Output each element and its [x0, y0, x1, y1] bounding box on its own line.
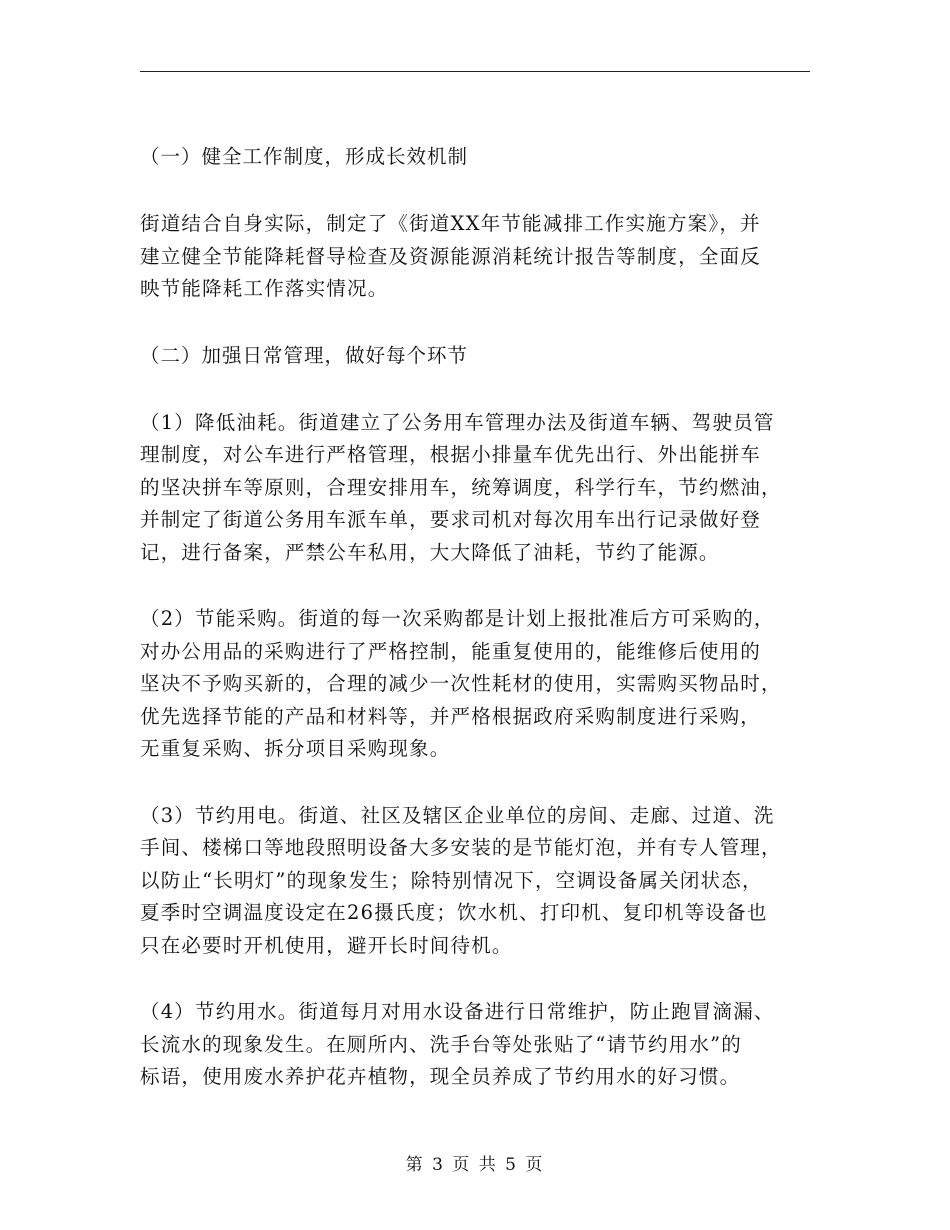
text-line: 长流水的现象发生。在厕所内、洗手台等处张贴了“请节约用水”的: [140, 1032, 742, 1056]
text-line: 记，进行备案，严禁公车私用，大大降低了油耗，节约了能源。: [140, 540, 720, 564]
text-line: 优先选择节能的产品和材料等，并严格根据政府采购制度进行采购，: [140, 704, 762, 728]
text-line: 以防止“长明灯”的现象发生；除特别情况下，空调设备属关闭状态，: [140, 868, 763, 892]
text-line: 的坚决拼车等原则，合理安排用车，统筹调度，科学行车，节约燃油，: [140, 475, 782, 499]
text-line: 并制定了街道公务用车派车单，要求司机对每次用车出行记录做好登: [140, 508, 762, 531]
paragraph-water: [140, 996, 810, 1094]
page-number-footer: 第 3 页 共 5 页: [405, 1155, 545, 1175]
document-body: [140, 141, 810, 1128]
text-line: （3）节约用电。街道、社区及辖区企业单位的房间、走廊、过道、洗: [140, 803, 775, 827]
text-line: 无重复采购、拆分项目采购现象。: [140, 737, 451, 760]
section-heading-2: （二）加强日常管理，做好每个环节: [140, 343, 469, 367]
paragraph-procurement: [140, 603, 810, 766]
header-rule: [140, 71, 810, 72]
paragraph-institution: [140, 208, 810, 306]
text-line: 只在必要时开机使用，避开长时间待机。: [140, 933, 513, 957]
text-line: （1）降低油耗。街道建立了公务用车管理办法及街道车辆、驾驶员管: [140, 410, 775, 434]
text-line: 手间、楼梯口等地段照明设备大多安装的是节能灯泡，并有专人管理，: [140, 836, 782, 859]
section-heading-1: （一）健全工作制度，形成长效机制: [140, 145, 469, 168]
text-line: 映节能降耗工作落实情况。: [140, 277, 389, 300]
text-line: 对办公用品的采购进行了严格控制，能重复使用的，能维修后使用的: [140, 639, 762, 663]
text-line: 夏季时空调温度设定在26摄氏度；饮水机、打印机、复印机等设备也: [140, 901, 768, 924]
text-line: （4）节约用水。街道每月对用水设备进行日常维护，防止跑冒滴漏、: [140, 1000, 775, 1023]
paragraph-electricity: [140, 800, 810, 963]
text-line: （2）节能采购。街道的每一次采购都是计划上报批准后方可采购的，: [140, 607, 775, 630]
paragraph-fuel: [140, 407, 810, 570]
text-line: 理制度，对公车进行严格管理，根据小排量车优先出行、外出能拼车: [140, 443, 762, 466]
text-line: 建立健全节能降耗督导检查及资源能源消耗统计报告等制度，全面反: [140, 244, 762, 268]
text-line: 标语，使用废水养护花卉植物，现全员养成了节约用水的好习惯。: [140, 1065, 741, 1088]
text-line: 街道结合自身实际，制定了《街道XX年节能减排工作实施方案》，并: [140, 212, 761, 235]
text-line: 坚决不予购买新的，合理的减少一次性耗材的使用，实需购买物品时，: [140, 672, 782, 695]
